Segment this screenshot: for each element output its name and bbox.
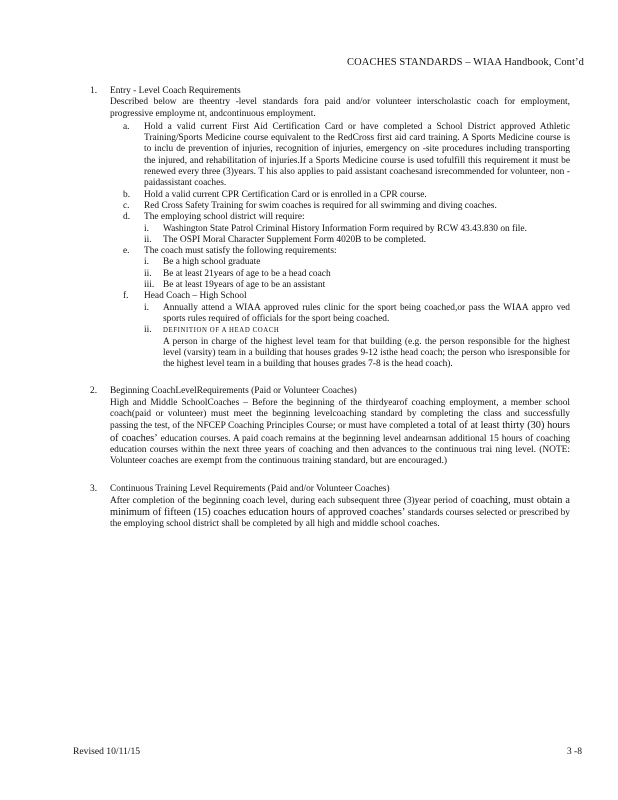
sub-item-label: i. [144, 223, 149, 234]
sub-item-text: Annually attend a WIAA approved rules clinic for the sport being coached,or pass the WIAA appro ved sports rules required of officials for the sport being coached. [163, 302, 570, 324]
section-title: Entry - Level Coach Requirements [110, 86, 241, 96]
sub-item-label: i. [144, 302, 149, 313]
sub-item [144, 235, 570, 246]
body-text: After completion of the beginning coach level, during each subsequent three (3)year period of [110, 495, 469, 506]
section-beginning-level [90, 386, 570, 467]
sub-item [144, 257, 570, 268]
emphasis-text: a total of at least thirty (30) hours of coaches’ [110, 420, 570, 444]
definition-text: A person in charge of the highest level team for that building (e.g. the person responsible for the highest level (varsity) team in a building that houses grades 9-12 isthe head coach; the person who isresponsible for the highest level team in a building that houses grades 7-8 is the head coach). [163, 336, 570, 370]
item-text: Hold a valid current First Aid Certification Card or have completed a School District approved Athletic Training/Sports Medicine course equivalent to the RedCross first aid card training. A Sports Medicine course is to inclu de prevention of injuries, recognition of injuries, emergency on -site procedures including transporting the injured, and rehabilitation of injuries.If a Sports Medicine course is used tofulfill this requirement it must be renewed every three (3)years. T his also applies to paid assistant coachesand isrecommended for volunteer, non -paidassistant coaches. [144, 121, 570, 189]
body-text: education courses. A paid coach remains at the beginning level andearnsan additional 15 hours of coaching education courses within the next three years of coaching and then advances to the continuous trai ning level. (NOTE: Volunteer coaches are exempt from the continuous training standard, but are encouraged.) [110, 433, 570, 467]
item-text: Hold a valid current CPR Certification Card or is enrolled in a CPR course. [144, 189, 427, 200]
section-continuous-level [90, 484, 570, 531]
section-entry-level [90, 86, 570, 370]
body-text: standards courses selected or prescribed by the employing school district shall be completed by all high and middle school coaches. [110, 508, 570, 530]
page-number: 3 -8 [566, 746, 582, 757]
sub-item-label: i. [144, 257, 149, 268]
sub-item-text: Be at least 19years of age to be an assistant [163, 280, 326, 291]
item-label: b. [123, 189, 131, 200]
section-intro: Described below are theentry -level standards fora paid and/or volunteer interscholastic coach for employment, progressive employme nt, andcontinuous employment. [110, 97, 570, 119]
item-text: Red Cross Safety Training for swim coaches is required for all swimming and diving coaches. [144, 200, 497, 211]
list-item-d [123, 212, 570, 246]
sub-item [144, 303, 570, 326]
sub-item [144, 224, 570, 235]
item-label: e. [123, 246, 130, 257]
list-item-b [123, 190, 570, 201]
section-number: 2. [90, 386, 98, 397]
page-header: COACHES STANDARDS – WIAA Handbook, Cont’d [347, 57, 584, 68]
sub-item [144, 269, 570, 280]
revision-date: Revised 10/11/15 [73, 746, 141, 757]
sub-list [144, 303, 570, 371]
item-label: a. [123, 121, 130, 132]
section-title: Beginning CoachLevelRequirements (Paid or Volunteer Coaches) [110, 386, 357, 397]
definition-heading: DEFINITION OF A HEAD COACH [163, 327, 280, 335]
item-text: Head Coach – High School [144, 291, 247, 302]
item-label: f. [123, 291, 129, 302]
sub-item-label: ii. [144, 234, 152, 245]
sub-item-text: Washington State Patrol Criminal History Information Form required by RCW 43.43.830 on file. [163, 223, 527, 234]
sub-item-label: iii. [144, 280, 155, 291]
section-body [110, 398, 570, 468]
sub-item-text: The OSPI Moral Character Supplement Form 4020B to be completed. [163, 234, 426, 245]
section-number: 3. [90, 483, 98, 494]
sub-item-label: ii. [144, 268, 152, 279]
list-item-a [123, 122, 570, 190]
list-item-e [123, 246, 570, 291]
item-text: The employing school district will require: [144, 212, 305, 223]
emphasis-text: coaching, must obtain a minimum of fifteen (15) coaches education hours of approved coaches’ [110, 494, 571, 519]
sub-item-label: ii. [144, 325, 152, 336]
document-body [90, 86, 570, 547]
sub-item [144, 280, 570, 291]
list-item-f [123, 291, 570, 370]
sub-list [144, 257, 570, 291]
sub-item-text: Be a high school graduate [163, 257, 261, 268]
item-label: d. [123, 212, 131, 223]
item-label: c. [123, 200, 130, 211]
item-text: The coach must satisfy the following requirements: [144, 246, 337, 257]
requirement-list [110, 122, 570, 371]
sub-item-text: Be at least 21years of age to be a head coach [163, 268, 331, 279]
sub-list [144, 224, 570, 247]
section-number: 1. [90, 86, 98, 96]
sub-item [144, 325, 570, 370]
section-title: Continuous Training Level Requirements (Paid and/or Volunteer Coaches) [110, 483, 390, 494]
body-text: High and Middle SchoolCoaches – Before the beginning of the thirdyearof coaching employment, a member school coach(paid or volunteer) must meet the beginning levelcoaching standard by completing the class and successfully passing the test, of the NFCEP Coaching Principles Course; or must have completed [110, 397, 570, 432]
section-body [110, 495, 570, 531]
list-item-c [123, 201, 570, 212]
